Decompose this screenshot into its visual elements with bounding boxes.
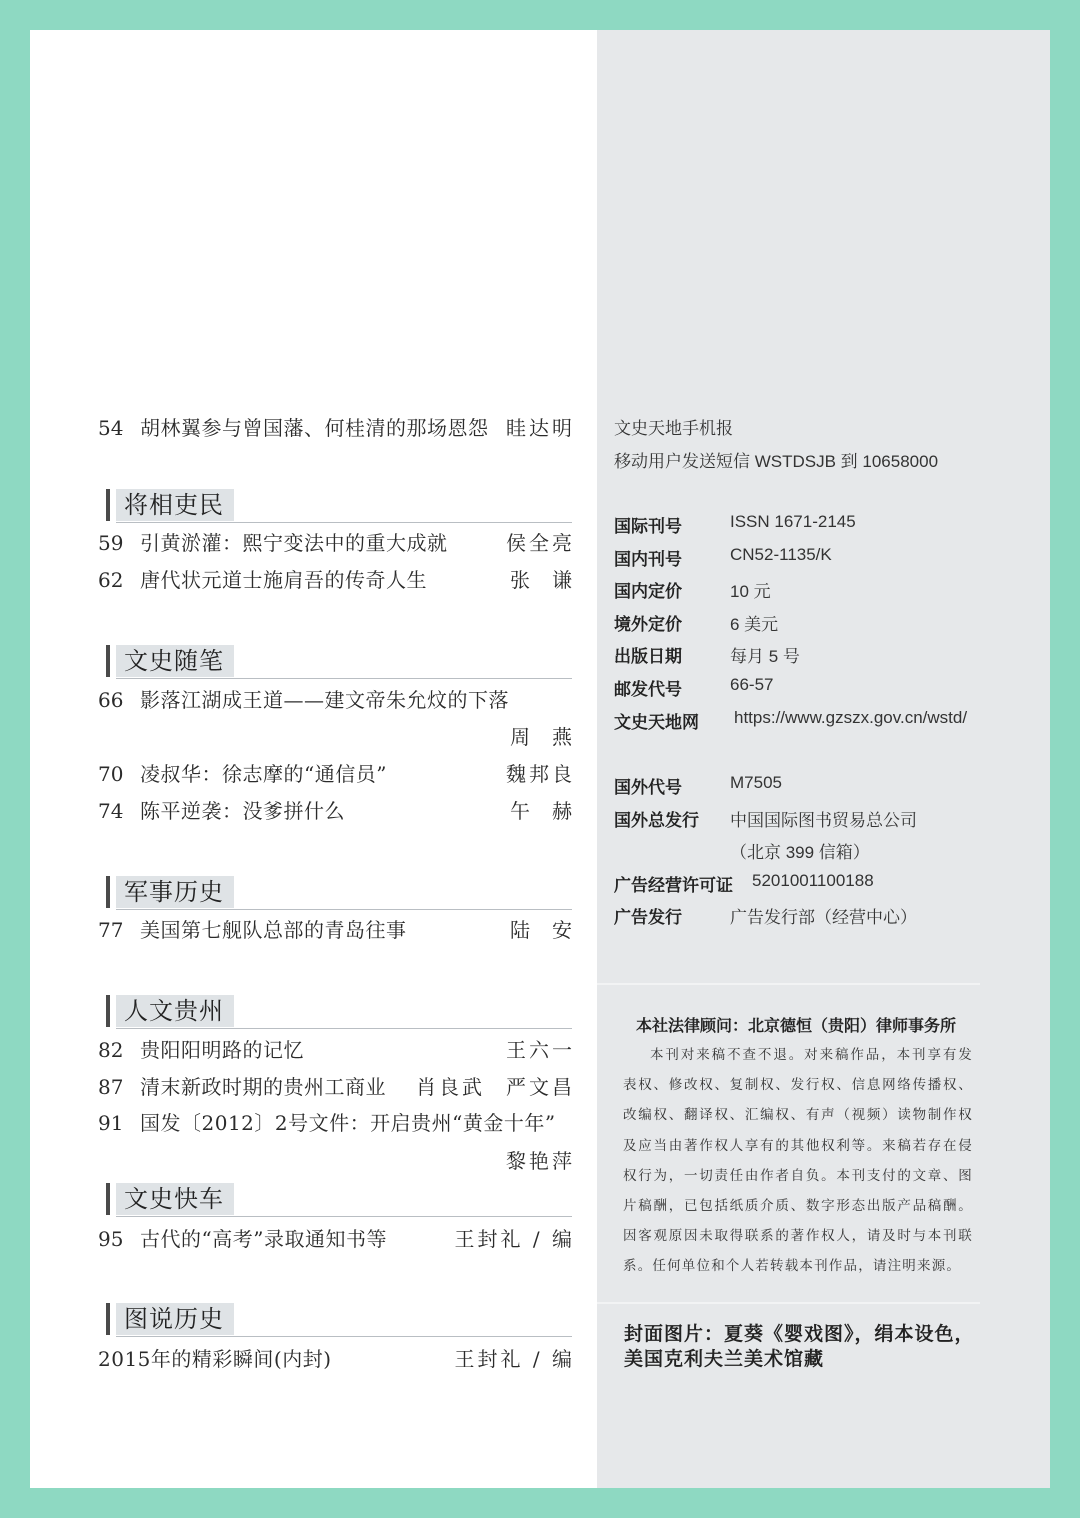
- toc-entry[interactable]: [98, 1111, 575, 1173]
- article-title: 贵阳阳明路的记忆: [140, 1038, 304, 1062]
- divider: [597, 1302, 980, 1304]
- legal-advisor-title: 本社法律顾问：北京德恒（贵阳）律师事务所: [636, 1018, 957, 1035]
- section-header: [106, 995, 572, 1031]
- info-key: 国际刊号: [614, 517, 682, 536]
- section-bar: [106, 645, 110, 677]
- article-title: 引黄淤灌：熙宁变法中的重大成就: [140, 531, 448, 555]
- article-author: 黎艳萍: [506, 1149, 575, 1173]
- section-title: 军事历史: [116, 876, 234, 908]
- section-header: [106, 876, 572, 912]
- info-value: 中国国际图书贸易总公司: [730, 811, 917, 830]
- section-rule: [116, 1336, 572, 1337]
- section-bar: [106, 1183, 110, 1215]
- article-title: 陈平逆袭：没爹拼什么: [140, 799, 345, 823]
- cover-credit: [624, 1322, 984, 1372]
- section-title: 图说历史: [116, 1303, 234, 1335]
- page-number: 87: [98, 1075, 124, 1099]
- info-value: 6 美元: [730, 615, 779, 634]
- section-title: 文史快车: [116, 1183, 234, 1215]
- info-key: 邮发代号: [614, 680, 682, 699]
- info-value: 66-57: [730, 675, 774, 694]
- section-bar: [106, 1303, 110, 1335]
- article-author: 王封礼 / 编: [454, 1227, 575, 1251]
- section-bar: [106, 995, 110, 1027]
- copyright-notice: 本刊对来稿不查不退。对来稿作品，本刊享有发表权、修改权、复制权、发行权、信息网络传播权、改编权、翻译权、汇编权、有声（视频）读物制作权及应当由著作权人享有的其他权利等。来稿若存在侵权行为，一切责任由作者自负。本刊支付的文章、图片稿酬，已包括纸质介质、数字形态出版产品稿酬。因客观原因未取得联系的著作权人，请及时与本刊联系。任何单位和个人若转载本刊作品，请注明来源。: [623, 1047, 973, 1275]
- mobile-paper-title: 文史天地手机报: [614, 419, 733, 438]
- info-value: ISSN 1671-2145: [730, 512, 856, 531]
- section-rule: [116, 1216, 572, 1217]
- section-header: [106, 645, 572, 681]
- toc-entry[interactable]: [98, 688, 594, 749]
- info-key: 国内刊号: [614, 550, 682, 569]
- info-key: 文史天地网: [614, 713, 699, 732]
- article-title: 古代的“高考”录取通知书等: [140, 1227, 387, 1251]
- section-header: [106, 1303, 572, 1339]
- divider: [597, 983, 980, 985]
- info-key: 广告发行: [614, 908, 682, 927]
- info-key: 国外代号: [614, 778, 682, 797]
- info-value: 每月 5 号: [730, 647, 800, 666]
- page-number: 91: [98, 1111, 124, 1135]
- info-key: 国内定价: [614, 582, 682, 601]
- section-rule: [116, 1028, 572, 1029]
- page-number: 62: [98, 568, 124, 592]
- mobile-paper-sms: 移动用户发送短信 WSTDSJB 到 10658000: [614, 452, 939, 471]
- cover-credit-line: 封面图片：夏葵《婴戏图》，绢本设色，: [624, 1323, 975, 1345]
- info-value: CN52-1135/K: [730, 545, 832, 564]
- info-key: 出版日期: [614, 647, 682, 666]
- section-rule: [116, 522, 572, 523]
- section-rule: [116, 909, 572, 910]
- info-value: （北京 399 信箱）: [730, 843, 870, 862]
- article-title: 清末新政时期的贵州工商业: [140, 1075, 386, 1099]
- article-title: 2015年的精彩瞬间(内封): [98, 1347, 332, 1371]
- page-number: 77: [98, 918, 124, 942]
- section-title: 人文贵州: [116, 995, 234, 1027]
- article-author: 王封礼 / 编: [454, 1347, 575, 1371]
- page-number: 74: [98, 799, 124, 823]
- section-bar: [106, 876, 110, 908]
- article-author: 眭达明: [506, 416, 575, 440]
- section-header: [106, 489, 572, 525]
- info-value: 广告发行部（经营中心）: [730, 908, 917, 927]
- article-title: 唐代状元道士施肩吾的传奇人生: [140, 568, 427, 592]
- page-number: 70: [98, 762, 124, 786]
- section-title: 将相吏民: [116, 489, 234, 521]
- article-author: 肖良武: [416, 1075, 485, 1099]
- article-author: 王六一: [506, 1038, 575, 1062]
- info-value: 5201001100188: [752, 871, 874, 890]
- article-author: 陆安: [510, 918, 594, 942]
- article-title: 国发〔2012〕2号文件：开启贵州“黄金十年”: [140, 1111, 556, 1135]
- info-key: 国外总发行: [614, 811, 699, 830]
- article-author: 侯全亮: [506, 531, 575, 555]
- info-value: M7505: [730, 773, 782, 792]
- page-number: 59: [98, 531, 124, 555]
- article-title: 美国第七舰队总部的青岛往事: [140, 918, 407, 942]
- article-author: 午赫: [510, 799, 594, 823]
- cover-credit-line: 美国克利夫兰美术馆藏: [624, 1348, 825, 1370]
- website-link[interactable]: https://www.gzszx.gov.cn/wstd/: [734, 708, 968, 727]
- info-key: 广告经营许可证: [614, 876, 733, 895]
- article-author: 严文昌: [506, 1075, 575, 1099]
- article-title: 凌叔华：徐志摩的“通信员”: [140, 762, 387, 786]
- page-number: 82: [98, 1038, 124, 1062]
- section-bar: [106, 489, 110, 521]
- article-author: 周燕: [510, 725, 594, 749]
- article-title: 影落江湖成王道——建文帝朱允炆的下落: [140, 688, 509, 712]
- info-value: 10 元: [730, 582, 771, 601]
- page-number: 54: [98, 416, 124, 440]
- section-header: [106, 1183, 572, 1219]
- article-author: 张谦: [510, 568, 594, 592]
- article-title: 胡林翼参与曾国藩、何桂清的那场恩怨: [140, 416, 489, 440]
- article-author: 魏邦良: [506, 762, 575, 786]
- page-number: 66: [98, 688, 124, 712]
- page-number: 95: [98, 1227, 124, 1251]
- section-rule: [116, 678, 572, 679]
- section-title: 文史随笔: [116, 645, 234, 677]
- info-key: 境外定价: [614, 615, 682, 634]
